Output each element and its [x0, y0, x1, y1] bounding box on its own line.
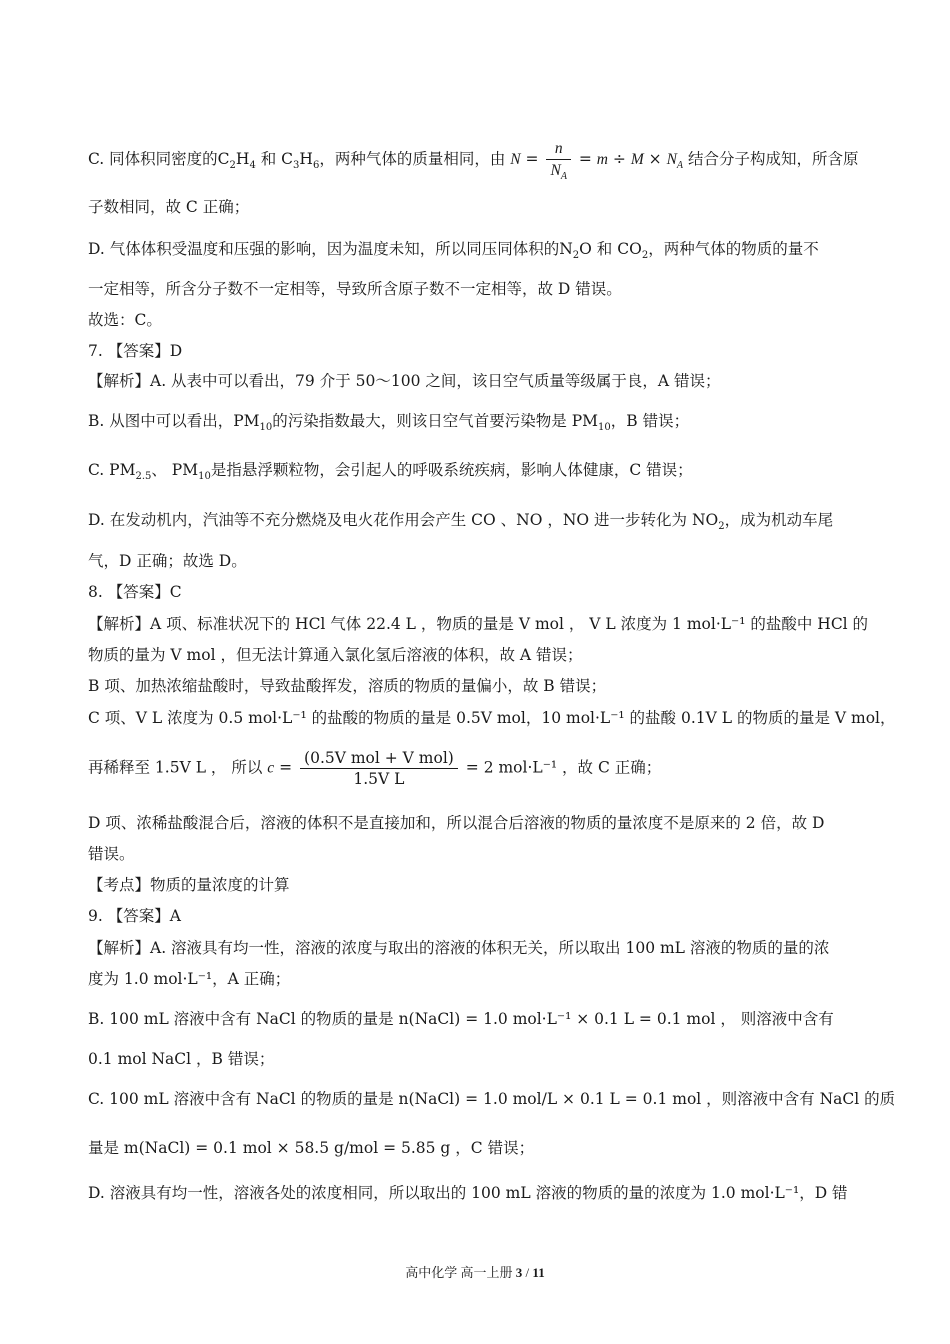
q9-analysis-3: B. 100 mL 溶液中含有 NaCl 的物质的量是 n(NaCl) = 1.0 mol·L⁻¹ × 0.1 L = 0.1 mol ， 则溶液中含有 — [88, 1010, 834, 1028]
q7-analysis-b: B. 从图中可以看出，$PM_{10}$的污染指数最大，则该日空气首要污染物是 $PM_{10}$，B 错误； — [88, 412, 690, 434]
option-d-line-1 — [88, 238, 819, 260]
formula-n2o-co2: $N_2O$ 和 $CO_2$ — [559, 240, 649, 262]
text: ，两种气体的物质的量不 — [648, 240, 819, 258]
text: C. PM — [88, 461, 136, 479]
q8-analysis-3: B 项、加热浓缩盐酸时，导致盐酸挥发，溶质的物质的量偏小，故 B 错误； — [88, 677, 607, 695]
page-separator: / — [522, 1265, 533, 1280]
text: ，成为机动车尾 — [724, 511, 834, 529]
q9-analysis-7: D. 溶液具有均一性，溶液各处的浓度相同，所以取出的 100 mL 溶液的物质的量的浓度为 1.0 mol·L⁻¹，D 错 — [88, 1184, 848, 1202]
choice-6: 故选：C。 — [88, 311, 162, 329]
page-footer — [0, 1262, 950, 1281]
q7-analysis-c: C. $PM_{2.5}$、 $PM_{10}$是指悬浮颗粒物，会引起人的呼吸系统疾病，影响人体健康，C 错误； — [88, 461, 693, 483]
text: D. 气体体积受温度和压强的影响，因为温度未知，所以同压同体积的 — [88, 240, 560, 258]
text: 再稀释至 1.5V L ， 所以 — [88, 758, 263, 777]
q9-analysis-1: 【解析】A. 溶液具有均一性，溶液的浓度与取出的溶液的体积无关，所以取出 100 mL 溶液的物质的量的浓 — [88, 939, 830, 957]
q8-analysis-4: C 项、V L 浓度为 0.5 mol·L⁻¹ 的盐酸的物质的量是 0.5V mol，10 mol·L⁻¹ 的盐酸 0.1V L 的物质的量是 V mol， — [88, 709, 896, 727]
q7-analysis-d-2: 气，D 正确；故选 D。 — [88, 552, 247, 570]
text: B. 从图中可以看出，PM — [88, 412, 260, 430]
q9-answer: 9. 【答案】A — [88, 907, 181, 925]
q8-analysis-6: D 项、浓稀盐酸混合后，溶液的体积不是直接加和，所以混合后溶液的物质的量浓度不是原来的 2 倍，故 D — [88, 814, 825, 832]
text: = 2 mol·L⁻¹ ，故 C 正确； — [465, 758, 662, 777]
q8-analysis-2: 物质的量为 V mol ，但无法计算通入氯化氢后溶液的体积，故 A 错误； — [88, 646, 583, 664]
footer-title: 高中化学 高一上册 — [405, 1265, 516, 1280]
option-d-line-2: 一定相等，所含分子数不一定相等，导致所含原子数不一定相等，故 D 错误。 — [88, 280, 622, 298]
page-number: 3 — [515, 1265, 523, 1280]
text: ，两种气体的质量相同，由 — [319, 150, 506, 168]
q7-answer: 7. 【答案】D — [88, 342, 183, 360]
q9-analysis-4: 0.1 mol NaCl ，B 错误； — [88, 1050, 275, 1068]
concentration-fraction — [300, 748, 458, 789]
q9-analysis-2: 度为 1.0 mol·L⁻¹，A 正确； — [88, 970, 291, 988]
q8-answer: 8. 【答案】C — [88, 583, 182, 601]
option-c-line-1 — [88, 139, 858, 181]
numerator: (0.5V mol + V mol) — [300, 748, 458, 769]
formula-c2h4-c3h6: $C_2H_4$ 和 $C_3H_6$ — [217, 150, 320, 172]
q8-analysis-5: 再稀释至 1.5V L ， 所以 c = $\frac{\text{(0.5V mol + V mol)}}{\text{1.5V L}}$ = 2 mol·L⁻¹ ，故 C 正确； — [88, 749, 662, 788]
page-total: 11 — [532, 1265, 545, 1280]
text: C. 同体积同密度的 — [88, 150, 218, 168]
text: 结合分子构成知，所含原 — [687, 150, 859, 168]
q9-analysis-6: 量是 m(NaCl) = 0.1 mol × 58.5 g/mol = 5.85 g ，C 错误； — [88, 1139, 535, 1157]
text: ，B 错误； — [610, 412, 690, 430]
q7-analysis-a: 【解析】A. 从表中可以看出，79 介于 50～100 之间，该日空气质量等级属于良，A 错误； — [88, 372, 721, 390]
text: 是指悬浮颗粒物，会引起人的呼吸系统疾病，影响人体健康，C 错误； — [210, 461, 693, 479]
q8-analysis-1: 【解析】A 项、标准状况下的 HCl 气体 22.4 L ，物质的量是 V mol ， V L 浓度为 1 mol·L⁻¹ 的盐酸中 HCl 的 — [88, 615, 869, 633]
q8-topic: 【考点】物质的量浓度的计算 — [88, 876, 290, 894]
formula-n-equation: N = $\frac{n}{N_A}$ = $m \div M \times N_A$ — [510, 140, 684, 183]
option-c-line-2: 子数相同，故 C 正确； — [88, 198, 250, 216]
text: 、 PM — [151, 461, 199, 479]
q9-analysis-5: C. 100 mL 溶液中含有 NaCl 的物质的量是 n(NaCl) = 1.0 mol/L × 0.1 L = 0.1 mol ，则溶液中含有 NaCl 的质 — [88, 1090, 896, 1108]
q7-analysis-d: D. 在发动机内，汽油等不充分燃烧及电火花作用会产生 CO 、NO ，NO 进一步转化为 $NO_2$，成为机动车尾 — [88, 511, 834, 533]
denominator: 1.5V L — [353, 770, 405, 788]
q8-analysis-7: 错误。 — [88, 845, 135, 863]
text: 的污染指数最大，则该日空气首要污染物是 PM — [272, 412, 599, 430]
text: D. 在发动机内，汽油等不充分燃烧及电火花作用会产生 CO 、NO ，NO 进一步转化为 NO — [88, 511, 719, 529]
